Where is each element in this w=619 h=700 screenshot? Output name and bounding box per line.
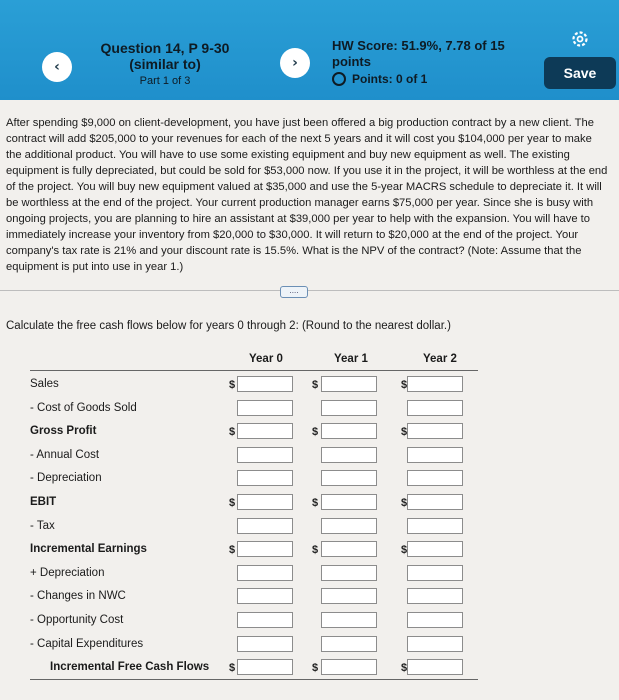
currency-symbol: $ bbox=[312, 379, 319, 391]
cash-flow-input-year-1[interactable] bbox=[321, 376, 377, 392]
table-bottom-rule bbox=[30, 679, 478, 680]
cash-flow-input-year-1[interactable] bbox=[321, 400, 377, 416]
question-title bbox=[95, 40, 235, 89]
points-text: Points: 0 of 1 bbox=[352, 72, 428, 86]
score-panel bbox=[332, 38, 522, 88]
row-label: - Opportunity Cost bbox=[30, 614, 124, 626]
save-button[interactable]: Save bbox=[544, 57, 616, 89]
cash-flow-input-year-1[interactable] bbox=[321, 518, 377, 534]
cash-flow-input-year-2[interactable] bbox=[407, 376, 463, 392]
cash-flow-input-year-2[interactable] bbox=[407, 518, 463, 534]
cash-flow-input-year-2[interactable] bbox=[407, 423, 463, 439]
cash-flow-input-year-1[interactable] bbox=[321, 565, 377, 581]
currency-symbol: $ bbox=[229, 662, 236, 674]
currency-symbol: $ bbox=[312, 426, 319, 438]
row-label: - Tax bbox=[30, 520, 55, 532]
expand-more-button[interactable]: .... bbox=[280, 286, 308, 298]
cash-flow-input-year-0[interactable] bbox=[237, 423, 293, 439]
cash-flow-input-year-0[interactable] bbox=[237, 494, 293, 510]
currency-symbol: $ bbox=[401, 497, 408, 509]
row-label: - Depreciation bbox=[30, 472, 102, 484]
currency-symbol: $ bbox=[401, 379, 408, 391]
row-label: Sales bbox=[30, 378, 59, 390]
problem-statement: After spending $9,000 on client-development, you have just been offered a big production contract by a new client. The contract will add $205,000 to your revenues for each of the next 5 years and it will cost you $104,000 per year to make the additional product. You will have to use some existing equipment and buy new equipment as well. The existing equipment is fully depreciated, but could be sold for $53,000 now. If you use it in the project, it will be worthless at the end of the project. You will buy new equipment valued at $35,000 and use the 5-year MACRS schedule to depreciate it. It will be worthless at the end of the project. Your current production manager earns $75,000 per year. Since she is busy with ongoing projects, you are planning to hire an assistant at $39,000 per year to help with the expansion. You will have to immediately increase your inventory from $20,000 to $30,000. It will return to $20,000 at the end of the project. Your company's tax rate is 21% and your discount rate is 15.5%. What is the NPV of the contract? (Note: Assume that the equipment is put into use in year 1.) bbox=[6, 117, 608, 273]
row-label: + Depreciation bbox=[30, 567, 105, 579]
next-question-button[interactable] bbox=[280, 48, 310, 78]
currency-symbol: $ bbox=[401, 426, 408, 438]
currency-symbol: $ bbox=[312, 497, 319, 509]
chevron-left-icon: ‹ bbox=[54, 59, 60, 75]
cash-flow-input-year-2[interactable] bbox=[407, 494, 463, 510]
column-header-year-2: Year 2 bbox=[423, 353, 457, 365]
question-part: Part 1 of 3 bbox=[139, 75, 191, 87]
progress-ring-icon bbox=[332, 72, 346, 86]
currency-symbol: $ bbox=[312, 662, 319, 674]
previous-question-button[interactable] bbox=[42, 52, 72, 82]
row-label: - Annual Cost bbox=[30, 449, 100, 461]
currency-symbol: $ bbox=[401, 544, 408, 556]
cash-flow-input-year-0[interactable] bbox=[237, 659, 293, 675]
cash-flow-input-year-1[interactable] bbox=[321, 470, 377, 486]
cash-flow-input-year-0[interactable] bbox=[237, 588, 293, 604]
column-header-year-1: Year 1 bbox=[334, 353, 368, 365]
cash-flow-input-year-0[interactable] bbox=[237, 518, 293, 534]
cash-flow-input-year-2[interactable] bbox=[407, 400, 463, 416]
row-label: - Changes in NWC bbox=[30, 590, 126, 602]
cash-flow-input-year-2[interactable] bbox=[407, 447, 463, 463]
gear-icon bbox=[570, 29, 590, 49]
currency-symbol: $ bbox=[229, 379, 236, 391]
chevron-right-icon: › bbox=[292, 55, 298, 71]
cash-flow-input-year-2[interactable] bbox=[407, 541, 463, 557]
cash-flow-input-year-1[interactable] bbox=[321, 588, 377, 604]
currency-symbol: $ bbox=[401, 662, 408, 674]
cash-flow-input-year-0[interactable] bbox=[237, 447, 293, 463]
currency-symbol: $ bbox=[312, 544, 319, 556]
row-label: - Capital Expenditures bbox=[30, 638, 144, 650]
cash-flow-input-year-2[interactable] bbox=[407, 565, 463, 581]
row-label: EBIT bbox=[30, 496, 57, 508]
currency-symbol: $ bbox=[229, 544, 236, 556]
question-number: Question 14, P 9-30 bbox=[100, 40, 230, 56]
settings-gear-icon[interactable] bbox=[570, 29, 590, 49]
cash-flow-input-year-2[interactable] bbox=[407, 470, 463, 486]
cash-flow-input-year-0[interactable] bbox=[237, 541, 293, 557]
column-header-year-0: Year 0 bbox=[249, 353, 283, 365]
instruction-text: Calculate the free cash flows below for years 0 through 2: (Round to the nearest dollar.) bbox=[6, 320, 451, 332]
currency-symbol: $ bbox=[229, 426, 236, 438]
cash-flow-input-year-0[interactable] bbox=[237, 376, 293, 392]
cash-flow-input-year-1[interactable] bbox=[321, 447, 377, 463]
cash-flow-input-year-0[interactable] bbox=[237, 565, 293, 581]
question-similar: (similar to) bbox=[129, 56, 201, 72]
cash-flow-input-year-2[interactable] bbox=[407, 636, 463, 652]
row-label: Gross Profit bbox=[30, 425, 97, 437]
row-label: Incremental Earnings bbox=[30, 543, 147, 555]
cash-flow-input-year-0[interactable] bbox=[237, 636, 293, 652]
cash-flow-input-year-2[interactable] bbox=[407, 659, 463, 675]
cash-flow-input-year-0[interactable] bbox=[237, 400, 293, 416]
row-label: Incremental Free Cash Flows bbox=[50, 661, 210, 673]
cash-flow-input-year-2[interactable] bbox=[407, 612, 463, 628]
question-header bbox=[0, 0, 619, 100]
cash-flow-input-year-1[interactable] bbox=[321, 659, 377, 675]
currency-symbol: $ bbox=[229, 497, 236, 509]
cash-flow-input-year-2[interactable] bbox=[407, 588, 463, 604]
cash-flow-input-year-1[interactable] bbox=[321, 423, 377, 439]
cash-flow-input-year-1[interactable] bbox=[321, 612, 377, 628]
cash-flow-input-year-0[interactable] bbox=[237, 612, 293, 628]
table-top-rule bbox=[30, 370, 478, 371]
cash-flow-input-year-1[interactable] bbox=[321, 541, 377, 557]
section-divider bbox=[0, 290, 619, 291]
points-status bbox=[332, 70, 522, 88]
hw-score-unit: points bbox=[332, 54, 371, 69]
cash-flow-input-year-1[interactable] bbox=[321, 636, 377, 652]
hw-score: HW Score: 51.9%, 7.78 of 15 bbox=[332, 38, 505, 53]
row-label: - Cost of Goods Sold bbox=[30, 402, 137, 414]
cash-flow-input-year-1[interactable] bbox=[321, 494, 377, 510]
cash-flow-input-year-0[interactable] bbox=[237, 470, 293, 486]
